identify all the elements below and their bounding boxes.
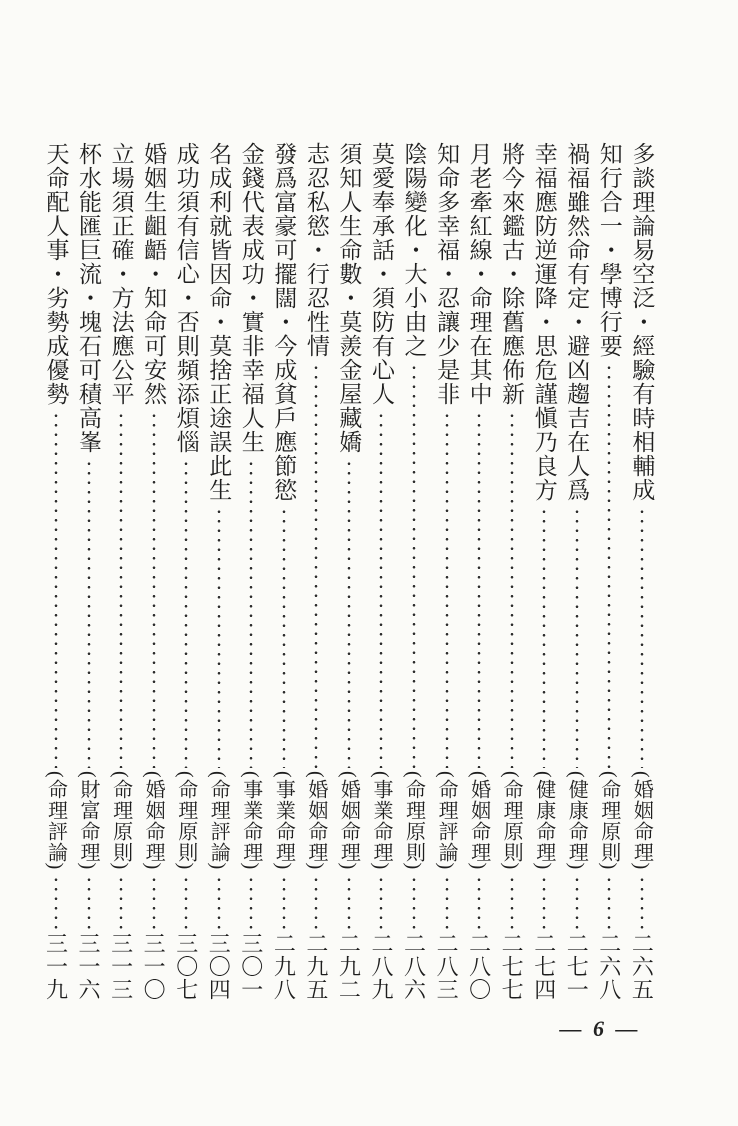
dot-leader: [314, 361, 318, 768]
dot-leader: [87, 873, 91, 929]
dot-leader: [249, 873, 253, 929]
dot-leader: [379, 873, 383, 929]
entry-title: 多談理論易空泛・經驗有時相輔成: [629, 142, 655, 502]
entry-title: 知命多幸福・忍讓少是非: [434, 142, 460, 406]
entry-page-number: 三〇四: [206, 932, 232, 1001]
dot-leader: [119, 873, 123, 929]
dot-leader: [282, 505, 286, 768]
entry-page-number: 二八九: [368, 932, 394, 1001]
entry-title: 成功須有信心・否則頻添煩惱: [173, 142, 199, 454]
dot-leader: [347, 457, 351, 768]
entry-page-number: 三一九: [43, 932, 69, 1001]
dot-leader: [542, 505, 546, 768]
entry-category: (命理評論): [207, 770, 230, 870]
dot-leader: [314, 873, 318, 929]
entry-title: 須知人生命數・莫羨金屋藏嬌: [336, 142, 362, 454]
entry-title: 杯水能匯巨流・塊石可積高峯: [76, 142, 102, 454]
dot-leader: [640, 505, 644, 768]
entry-category: (健康命理): [532, 770, 555, 870]
dot-leader: [607, 361, 611, 768]
entry-category: (事業命理): [369, 770, 392, 870]
toc-entry: [140, 142, 168, 1004]
toc-entry: [367, 142, 395, 1004]
entry-page-number: 二六五: [629, 932, 655, 1001]
entry-title: 知行合一・學博行要: [596, 142, 622, 358]
entry-category: (健康命理): [565, 770, 588, 870]
dot-leader: [445, 409, 449, 768]
entry-page-number: 二八六: [401, 932, 427, 1001]
entry-category: (婚姻命理): [337, 770, 360, 870]
entry-page-number: 三〇七: [173, 932, 199, 1001]
entry-title: 發爲富豪可擺闊・今成貧戶應節慾: [271, 142, 297, 502]
entry-title: 陰陽變化・大小由之: [401, 142, 427, 358]
dot-leader: [379, 409, 383, 768]
dot-leader: [249, 457, 253, 768]
entry-title: 名成利就皆因命・莫捨正途誤此生: [206, 142, 232, 502]
toc-entry: [75, 142, 103, 1004]
toc-entry: [563, 142, 591, 1004]
dot-leader: [575, 873, 579, 929]
entry-category: (命理原則): [597, 770, 620, 870]
dot-leader: [347, 873, 351, 929]
toc-entry: [400, 142, 428, 1004]
entry-title: 立場須正確・方法應公平: [108, 142, 134, 406]
dot-leader: [217, 873, 221, 929]
dot-leader: [217, 505, 221, 768]
entry-page-number: 二七七: [499, 932, 525, 1001]
toc-entry: [107, 142, 135, 1004]
dot-leader: [542, 873, 546, 929]
dot-leader: [575, 505, 579, 768]
dot-leader: [54, 873, 58, 929]
toc-entry: [530, 142, 558, 1004]
dot-leader: [184, 457, 188, 768]
entry-page-number: 二九八: [271, 932, 297, 1001]
toc-entry: [465, 142, 493, 1004]
dot-leader: [412, 873, 416, 929]
dot-leader: [445, 873, 449, 929]
entry-category: (命理原則): [500, 770, 523, 870]
entry-title: 莫愛奉承話・須防有心人: [368, 142, 394, 406]
entry-title: 天命配人事・劣勢成優勢: [43, 142, 69, 406]
toc-entry: [205, 142, 233, 1004]
dot-leader: [152, 873, 156, 929]
dot-leader: [477, 409, 481, 768]
entry-category: (婚姻命理): [630, 770, 653, 870]
entry-page-number: 三一六: [76, 932, 102, 1001]
dot-leader: [477, 873, 481, 929]
entry-category: (命理評論): [435, 770, 458, 870]
entry-page-number: 二七一: [564, 932, 590, 1001]
dot-leader: [510, 873, 514, 929]
entry-title: 禍福雖然命有定・避凶趨吉在人爲: [564, 142, 590, 502]
entry-category: (婚姻命理): [304, 770, 327, 870]
footer-page-number: — 6 —: [559, 1016, 641, 1041]
toc-entry: [237, 142, 265, 1004]
dot-leader: [412, 361, 416, 768]
toc-entry: [302, 142, 330, 1004]
toc-entry: [270, 142, 298, 1004]
entry-title: 金錢代表成功・實非幸福人生: [238, 142, 264, 454]
entry-page-number: 二七四: [531, 932, 557, 1001]
entry-page-number: 三〇一: [238, 932, 264, 1001]
entry-page-number: 三一三: [108, 932, 134, 1001]
entry-category: (事業命理): [272, 770, 295, 870]
toc-entry: [42, 142, 70, 1004]
entry-page-number: 二八三: [434, 932, 460, 1001]
toc-entry: [335, 142, 363, 1004]
dot-leader: [640, 873, 644, 929]
toc-entry: [628, 142, 656, 1004]
dot-leader: [87, 457, 91, 768]
entry-page-number: 三一〇: [141, 932, 167, 1001]
toc-entry: [595, 142, 623, 1004]
dot-leader: [119, 409, 123, 768]
entry-category: (命理評論): [44, 770, 67, 870]
entry-category: (事業命理): [239, 770, 262, 870]
entry-category: (命理原則): [109, 770, 132, 870]
dot-leader: [282, 873, 286, 929]
entry-category: (命理原則): [174, 770, 197, 870]
dot-leader: [184, 873, 188, 929]
dot-leader: [152, 409, 156, 768]
entry-category: (婚姻命理): [142, 770, 165, 870]
toc-entry: [433, 142, 461, 1004]
entry-page-number: 二六八: [596, 932, 622, 1001]
entry-category: (財富命理): [77, 770, 100, 870]
entry-category: (命理原則): [402, 770, 425, 870]
entry-title: 月老牽紅線・命理在其中: [466, 142, 492, 406]
dot-leader: [607, 873, 611, 929]
entry-category: (婚姻命理): [467, 770, 490, 870]
entry-title: 婚姻生齟齬・知命可安然: [141, 142, 167, 406]
entry-page-number: 二九五: [303, 932, 329, 1001]
entry-title: 志忍私慾・行忍性情: [303, 142, 329, 358]
toc-entry: [498, 142, 526, 1004]
dot-leader: [54, 409, 58, 768]
entry-page-number: 二九二: [336, 932, 362, 1001]
entry-title: 幸福應防逆運降・思危謹愼乃良方: [531, 142, 557, 502]
toc-columns: [42, 142, 656, 1004]
toc-entry: [172, 142, 200, 1004]
dot-leader: [510, 409, 514, 768]
entry-page-number: 二八〇: [466, 932, 492, 1001]
entry-title: 將今來鑑古・除舊應佈新: [499, 142, 525, 406]
